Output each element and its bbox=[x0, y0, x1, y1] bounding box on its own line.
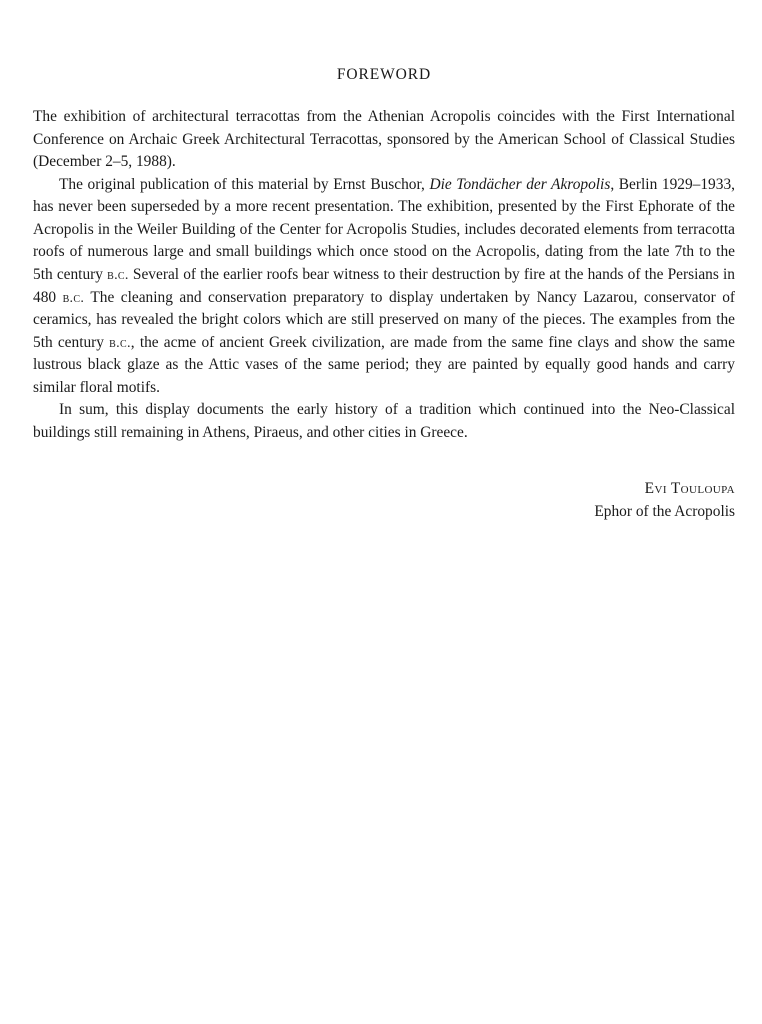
page-title: FOREWORD bbox=[336, 66, 432, 83]
small-caps-text: b.c. bbox=[107, 266, 129, 283]
signature-role: Ephor of the Acropolis bbox=[594, 502, 735, 520]
paragraph-3: In sum, this display documents the early history of a tradition which continued into the Neo-Classical buildings still remaining in Athens, Piraeus, and other cities in Greece. bbox=[33, 401, 735, 441]
signature-block bbox=[33, 478, 735, 522]
small-caps-text: b.c. bbox=[62, 289, 85, 306]
italic-text: Die Tondächer der Akropolis bbox=[429, 175, 611, 193]
document-content bbox=[33, 66, 735, 523]
body-text bbox=[33, 106, 735, 444]
paragraph-1: The exhibition of architectural terracottas from the Athenian Acropolis coincides with the First International Conference on Archaic Greek Architectural Terracottas, sponsored by the American School of Classical Studies (December 2–5, 1988). bbox=[33, 108, 735, 171]
paragraph-2: The original publication of this material by Ernst Buschor, Die Tondächer der Akropolis, Berlin 1929–1933, has never been superseded by a more recent presentation. The exhibition, presented by the First Ephorate of the Acropolis in the Weiler Building of the Center for Acropolis Studies, includes decorated elements from terracotta roofs of numerous large and small buildings which once stood on the Acropolis, dating from the late 7th to the 5th century b.c. Several of the earlier roofs bear witness to their destruction by fire at the hands of the Persians in 480 b.c. The cleaning and conservation preparatory to display undertaken by Nancy Lazarou, conservator of ceramics, has revealed the bright colors which are still preserved on many of the pieces. The examples from the 5th century b.c., the acme of ancient Greek civilization, are made from the same fine clays and show the same lustrous black glaze as the Attic vases of the same period; they are painted by equally good hands and carry similar floral motifs. bbox=[33, 175, 736, 396]
signature-name: Evi Touloupa bbox=[644, 480, 735, 498]
small-caps-text: b.c. bbox=[109, 334, 131, 351]
